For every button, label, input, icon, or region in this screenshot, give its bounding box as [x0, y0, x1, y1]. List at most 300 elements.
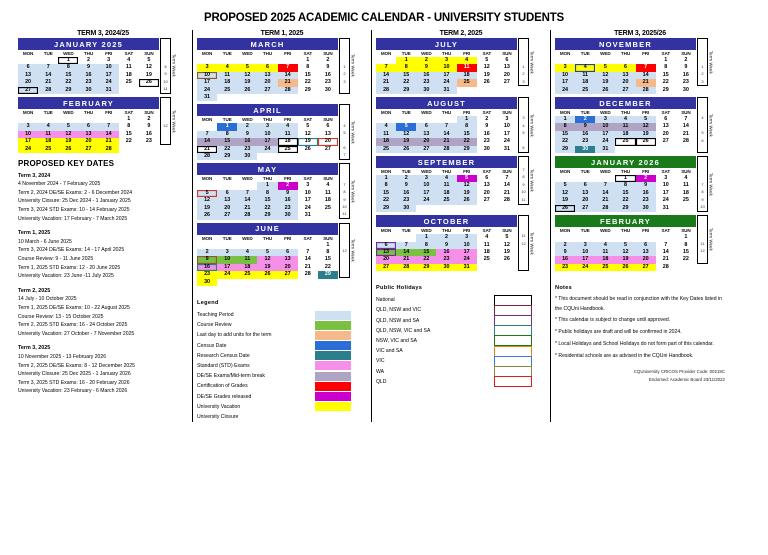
day-cell: 5	[595, 64, 615, 71]
weekday-header: THU	[441, 110, 452, 116]
public-holiday-label: QLD, NSW and VIC	[376, 307, 422, 314]
day-cell: 27	[483, 197, 490, 204]
week-row	[197, 123, 338, 130]
empty-cell	[237, 182, 257, 189]
day-cell: 16	[436, 249, 456, 256]
week-row	[197, 271, 338, 278]
empty-cell	[477, 264, 497, 271]
key-dates-line: University Vacation: 23 June -11 July 2025	[18, 273, 114, 280]
day-cell: 22	[58, 79, 78, 86]
day-cell: 13	[615, 72, 635, 79]
day-cell: 18	[457, 72, 477, 79]
day-cell: 25	[436, 197, 456, 204]
legend-swatch	[315, 402, 351, 411]
term-week-label: Term Week	[708, 227, 714, 251]
week-row	[555, 197, 696, 204]
empty-cell	[595, 234, 615, 241]
key-dates-line: University Closure: 25 Dec 2025 - 1 January 2026	[18, 371, 131, 378]
day-cell: 17	[217, 264, 237, 271]
empty-cell	[257, 94, 277, 101]
weekday-header: MON	[22, 51, 34, 56]
week-row	[197, 146, 338, 153]
weekday-header: WED	[600, 228, 611, 234]
day-cell: 13	[376, 249, 396, 256]
week-row	[197, 131, 338, 138]
public-holiday-item	[376, 377, 546, 387]
weekday-header: TUE	[222, 117, 232, 123]
term-week-box	[518, 38, 529, 86]
month-name: MAY	[197, 163, 338, 175]
month-block	[18, 38, 188, 94]
day-cell: 27	[324, 145, 331, 152]
day-cell: 21	[38, 79, 58, 86]
empty-cell	[278, 94, 298, 101]
legend-label: Teaching Period	[197, 312, 234, 319]
weekday-header: MON	[380, 228, 392, 234]
month-grid	[197, 235, 338, 286]
day-cell: 7	[237, 190, 257, 197]
day-cell: 13	[416, 131, 436, 138]
weekday-header: MON	[380, 110, 392, 116]
empty-cell	[436, 116, 456, 123]
weekday-header: WED	[242, 117, 253, 123]
day-cell: 11	[683, 182, 689, 189]
day-cell: 22	[457, 138, 477, 145]
month-grid	[555, 227, 696, 271]
day-cell: 2	[278, 182, 298, 189]
day-cell: 18	[376, 138, 396, 145]
term-week-box	[518, 156, 529, 204]
day-cell: 18	[682, 189, 689, 196]
day-cell: 17	[457, 249, 477, 256]
weekday-header: FRI	[105, 51, 113, 56]
term-week-column	[518, 156, 540, 204]
week-row	[555, 79, 696, 86]
weekday-header: MON	[380, 169, 392, 175]
weekday-header: THU	[620, 228, 631, 234]
term-week-number: 12	[700, 248, 705, 254]
month-grid	[376, 168, 517, 212]
note-item: * Local Holidays and School Holidays do not form part of this calendar.	[555, 341, 714, 348]
empty-cell	[139, 146, 159, 153]
key-dates-term: Term 1, 2025	[18, 230, 51, 237]
day-cell: 16	[197, 264, 217, 271]
weekday-header: TUE	[401, 51, 411, 56]
day-cell: 12	[197, 197, 217, 204]
day-cell: 2	[326, 57, 330, 63]
day-cell: 2	[396, 175, 416, 182]
day-cell: 4	[457, 57, 477, 64]
legend-item	[197, 381, 367, 391]
term-week-number: 9	[343, 196, 346, 202]
day-cell: 15	[416, 249, 436, 256]
day-cell: 28	[396, 264, 416, 271]
weekday-header: SUN	[323, 51, 333, 56]
empty-cell	[457, 205, 477, 212]
weekday-header: WED	[242, 51, 253, 56]
day-cell: 10	[304, 189, 311, 196]
empty-cell	[18, 57, 38, 64]
day-cell: 30	[396, 205, 416, 212]
weekday-header: MON	[201, 235, 213, 241]
day-cell: 6	[485, 175, 489, 182]
week-row	[555, 234, 696, 241]
public-holiday-item	[376, 356, 546, 366]
term-week-number: 12	[163, 122, 168, 128]
weekday-header: MON	[201, 51, 213, 56]
day-cell: 10	[197, 72, 217, 79]
day-cell: 21	[396, 256, 416, 263]
day-cell: 10	[595, 123, 615, 130]
term-week-box	[518, 215, 529, 271]
weekday-header: TUE	[43, 51, 53, 56]
day-cell: 24	[99, 79, 119, 86]
day-cell: 25	[324, 204, 331, 211]
term-week-number: 5	[343, 130, 346, 136]
weekday-header: THU	[262, 117, 273, 123]
weekday-header: MON	[22, 110, 34, 116]
week-row	[197, 94, 338, 101]
day-cell: 9	[485, 123, 489, 130]
empty-cell	[497, 205, 517, 212]
month-name: FEBRUARY	[18, 97, 159, 109]
day-cell: 11	[278, 131, 298, 138]
weekday-header: FRI	[463, 228, 471, 234]
week-row	[376, 123, 517, 130]
credit-line: CQUniversity CRICOS Provider Code: 00219C	[633, 368, 725, 374]
day-cell: 29	[58, 87, 78, 94]
term-week-number: 12	[342, 248, 347, 254]
day-cell: 21	[197, 146, 217, 153]
week-row	[18, 72, 159, 79]
legend-item	[197, 341, 367, 351]
public-holidays-heading: Public Holidays	[376, 285, 423, 292]
key-dates-line: Term 2, 2025 DE/SE Exams: 8 - 12 December 2025	[18, 362, 135, 369]
day-cell: 26	[555, 205, 575, 212]
week-row	[376, 182, 517, 189]
weekday-header: THU	[83, 110, 94, 116]
key-dates-line: Term 1, 2025 STD Exams: 12 - 20 June 2025	[18, 264, 121, 271]
day-cell: 11	[217, 72, 237, 79]
weekday-header: WED	[421, 228, 432, 234]
empty-cell	[237, 94, 257, 101]
day-cell: 9	[416, 64, 436, 71]
day-cell: 13	[278, 256, 298, 263]
week-row	[376, 249, 517, 256]
day-cell: 23	[436, 256, 456, 263]
day-cell: 23	[237, 146, 257, 153]
legend-item	[197, 361, 367, 371]
term-week-label: Term Week	[350, 120, 356, 144]
month-name: JULY	[376, 38, 517, 50]
day-cell: 16	[278, 197, 298, 204]
empty-cell	[237, 57, 257, 64]
week-row	[555, 249, 696, 256]
weekday-header: FRI	[642, 110, 650, 116]
public-holiday-item	[376, 305, 546, 315]
legend-swatch	[315, 351, 351, 360]
term-column	[550, 30, 729, 422]
month-grid	[376, 227, 517, 271]
public-holiday-label: VIC	[376, 358, 385, 365]
day-cell: 13	[217, 197, 237, 204]
empty-cell	[555, 175, 575, 182]
day-cell: 26	[615, 264, 635, 271]
empty-cell	[197, 123, 217, 130]
day-cell: 13	[575, 190, 595, 197]
month-grid	[555, 109, 696, 153]
day-cell: 12	[237, 72, 257, 79]
day-cell: 8	[555, 123, 575, 130]
week-row	[376, 87, 517, 94]
day-cell: 28	[662, 263, 669, 270]
day-cell: 6	[505, 57, 509, 63]
day-cell: 19	[197, 205, 217, 212]
term-week-box	[697, 38, 708, 86]
term-heading: TERM 2, 2025	[439, 30, 483, 37]
day-cell: 7	[684, 116, 688, 123]
week-row	[376, 116, 517, 123]
day-cell: 23	[396, 197, 416, 204]
weekday-header: MON	[559, 51, 571, 56]
day-cell: 11	[483, 241, 490, 248]
day-cell: 28	[197, 153, 217, 160]
day-cell: 6	[18, 64, 38, 71]
day-cell: 20	[416, 138, 436, 145]
empty-cell	[318, 153, 338, 160]
day-cell: 25	[682, 197, 689, 204]
day-cell: 22	[396, 79, 416, 86]
month-block	[376, 156, 546, 212]
public-holiday-label: WA	[376, 368, 385, 375]
day-cell: 21	[595, 197, 615, 204]
day-cell: 1	[326, 241, 330, 248]
day-cell: 6	[416, 123, 436, 130]
calendar-columns	[0, 30, 768, 422]
month-block	[376, 215, 546, 271]
day-cell: 11	[436, 182, 456, 189]
day-cell: 27	[278, 271, 298, 278]
day-cell: 12	[457, 182, 477, 189]
week-row	[197, 279, 338, 286]
day-cell: 26	[257, 271, 277, 278]
term-week-box	[339, 104, 350, 160]
day-cell: 15	[682, 248, 689, 255]
day-cell: 15	[58, 72, 78, 79]
public-holiday-item	[376, 336, 546, 346]
legend-swatch	[315, 361, 351, 370]
day-cell: 1	[664, 57, 668, 63]
day-cell: 20	[78, 138, 98, 145]
week-row	[18, 64, 159, 71]
term-week-number: 2	[343, 71, 346, 77]
weekday-header: FRI	[284, 176, 292, 182]
term-week-box	[339, 38, 350, 94]
empty-cell	[58, 116, 78, 123]
day-cell: 3	[257, 123, 277, 130]
day-cell: 26	[595, 87, 615, 94]
term-week-box	[160, 97, 171, 145]
term-week-number: 4	[522, 122, 525, 128]
week-row	[197, 138, 338, 145]
month-name: DECEMBER	[555, 97, 696, 109]
weekday-header: SAT	[303, 51, 313, 56]
weekday-header: TUE	[222, 51, 232, 56]
day-cell: 21	[503, 189, 510, 196]
week-row	[197, 256, 338, 263]
day-cell: 11	[615, 123, 635, 130]
weekday-header: FRI	[284, 235, 292, 241]
day-cell: 11	[38, 131, 58, 138]
month-grid	[197, 175, 338, 219]
day-cell: 8	[326, 248, 330, 255]
empty-cell	[615, 146, 635, 153]
weekday-header: TUE	[580, 110, 590, 116]
public-holiday-label: QLD	[376, 378, 387, 385]
term-week-number: 3	[343, 78, 346, 84]
day-cell: 18	[436, 190, 456, 197]
day-cell: 1	[257, 182, 277, 189]
day-cell: 11	[125, 64, 132, 71]
month-block	[197, 223, 367, 286]
empty-cell	[376, 116, 396, 123]
day-cell: 31	[662, 204, 669, 211]
day-cell: 12	[615, 249, 635, 256]
day-cell: 27	[636, 264, 656, 271]
empty-cell	[217, 279, 237, 286]
day-cell: 2	[575, 116, 595, 123]
key-dates-line: Course Review: 13 - 15 October 2025	[18, 313, 104, 320]
notes-section	[555, 285, 725, 383]
empty-cell	[416, 116, 436, 123]
day-cell: 16	[416, 72, 436, 79]
weekday-header: THU	[262, 176, 273, 182]
term-week-number: 11	[700, 240, 705, 246]
empty-cell	[278, 57, 298, 64]
day-cell: 24	[662, 197, 669, 204]
month-block	[197, 104, 367, 160]
weekday-header: TUE	[43, 110, 53, 116]
day-cell: 4	[436, 175, 456, 182]
month-name: APRIL	[197, 104, 338, 116]
day-cell: 22	[125, 138, 132, 145]
day-cell: 7	[99, 123, 119, 130]
week-row	[197, 249, 338, 256]
day-cell: 20	[376, 256, 396, 263]
day-cell: 16	[324, 71, 331, 78]
day-cell: 17	[304, 197, 311, 204]
day-cell: 24	[595, 138, 615, 145]
day-cell: 31	[595, 146, 615, 153]
day-cell: 6	[664, 116, 668, 123]
weekday-header: FRI	[463, 110, 471, 116]
day-cell: 16	[682, 71, 689, 78]
day-cell: 4	[485, 234, 489, 241]
day-cell: 5	[485, 57, 489, 63]
key-dates-line: Term 1, 2025 DE/SE Exams: 10 - 22 August 2025	[18, 304, 130, 311]
day-cell: 22	[555, 138, 575, 145]
day-cell: 24	[197, 87, 217, 94]
day-cell: 24	[503, 138, 510, 145]
day-cell: 14	[436, 131, 456, 138]
day-cell: 17	[662, 189, 669, 196]
day-cell: 29	[376, 205, 396, 212]
day-cell: 12	[58, 131, 78, 138]
weekday-header: SUN	[681, 228, 691, 234]
day-cell: 17	[257, 138, 277, 145]
day-cell: 23	[575, 138, 595, 145]
day-cell: 6	[636, 242, 656, 249]
term-week-number: 3	[701, 78, 704, 84]
week-row	[376, 234, 517, 241]
weekday-header: SAT	[661, 169, 671, 175]
day-cell: 29	[396, 87, 416, 94]
week-row	[555, 64, 696, 71]
week-row	[555, 123, 696, 130]
day-cell: 4	[615, 116, 635, 123]
day-cell: 4	[575, 64, 595, 71]
term-heading: TERM 3, 2024/25	[77, 30, 129, 37]
day-cell: 4	[376, 123, 396, 130]
day-cell: 3	[197, 64, 217, 71]
day-cell: 17	[575, 256, 595, 263]
day-cell: 25	[237, 271, 257, 278]
day-cell: 16	[237, 138, 257, 145]
day-cell: 17	[18, 138, 38, 145]
term-week-number: 10	[163, 78, 168, 84]
day-cell: 20	[217, 205, 237, 212]
day-cell: 9	[684, 64, 688, 71]
day-cell: 4	[127, 57, 131, 63]
term-week-box	[518, 97, 529, 153]
month-grid	[555, 168, 696, 212]
day-cell: 5	[505, 234, 509, 241]
month-grid	[18, 50, 159, 94]
day-cell: 7	[664, 241, 668, 248]
week-row	[197, 153, 338, 160]
week-row	[555, 205, 696, 212]
day-cell: 29	[615, 205, 635, 212]
day-cell: 28	[503, 197, 510, 204]
month-grid	[197, 116, 338, 160]
day-cell: 11	[595, 249, 615, 256]
week-row	[555, 131, 696, 138]
empty-cell	[595, 57, 615, 64]
credit-line: Endorsed: Academic Board 23/11/2022	[648, 376, 725, 382]
term-week-label: Term Week	[171, 54, 177, 78]
day-cell: 20	[257, 79, 277, 86]
day-cell: 28	[38, 87, 58, 94]
weekday-header: TUE	[401, 228, 411, 234]
day-cell: 1	[217, 123, 237, 130]
day-cell: 1	[684, 234, 688, 241]
weekday-header: WED	[421, 110, 432, 116]
day-cell: 2	[197, 249, 217, 256]
empty-cell	[656, 146, 676, 153]
day-cell: 18	[217, 79, 237, 86]
day-cell: 21	[436, 138, 456, 145]
empty-cell	[278, 153, 298, 160]
day-cell: 29	[555, 146, 575, 153]
day-cell: 5	[396, 123, 416, 130]
key-dates-line: Term 2, 2025 STD Exams: 16 - 24 October 2025	[18, 322, 128, 329]
week-row	[376, 79, 517, 86]
day-cell: 15	[662, 71, 669, 78]
day-cell: 2	[147, 116, 151, 123]
term-week-number: 11	[342, 211, 347, 217]
day-cell: 13	[662, 123, 669, 130]
day-cell: 8	[127, 123, 131, 130]
